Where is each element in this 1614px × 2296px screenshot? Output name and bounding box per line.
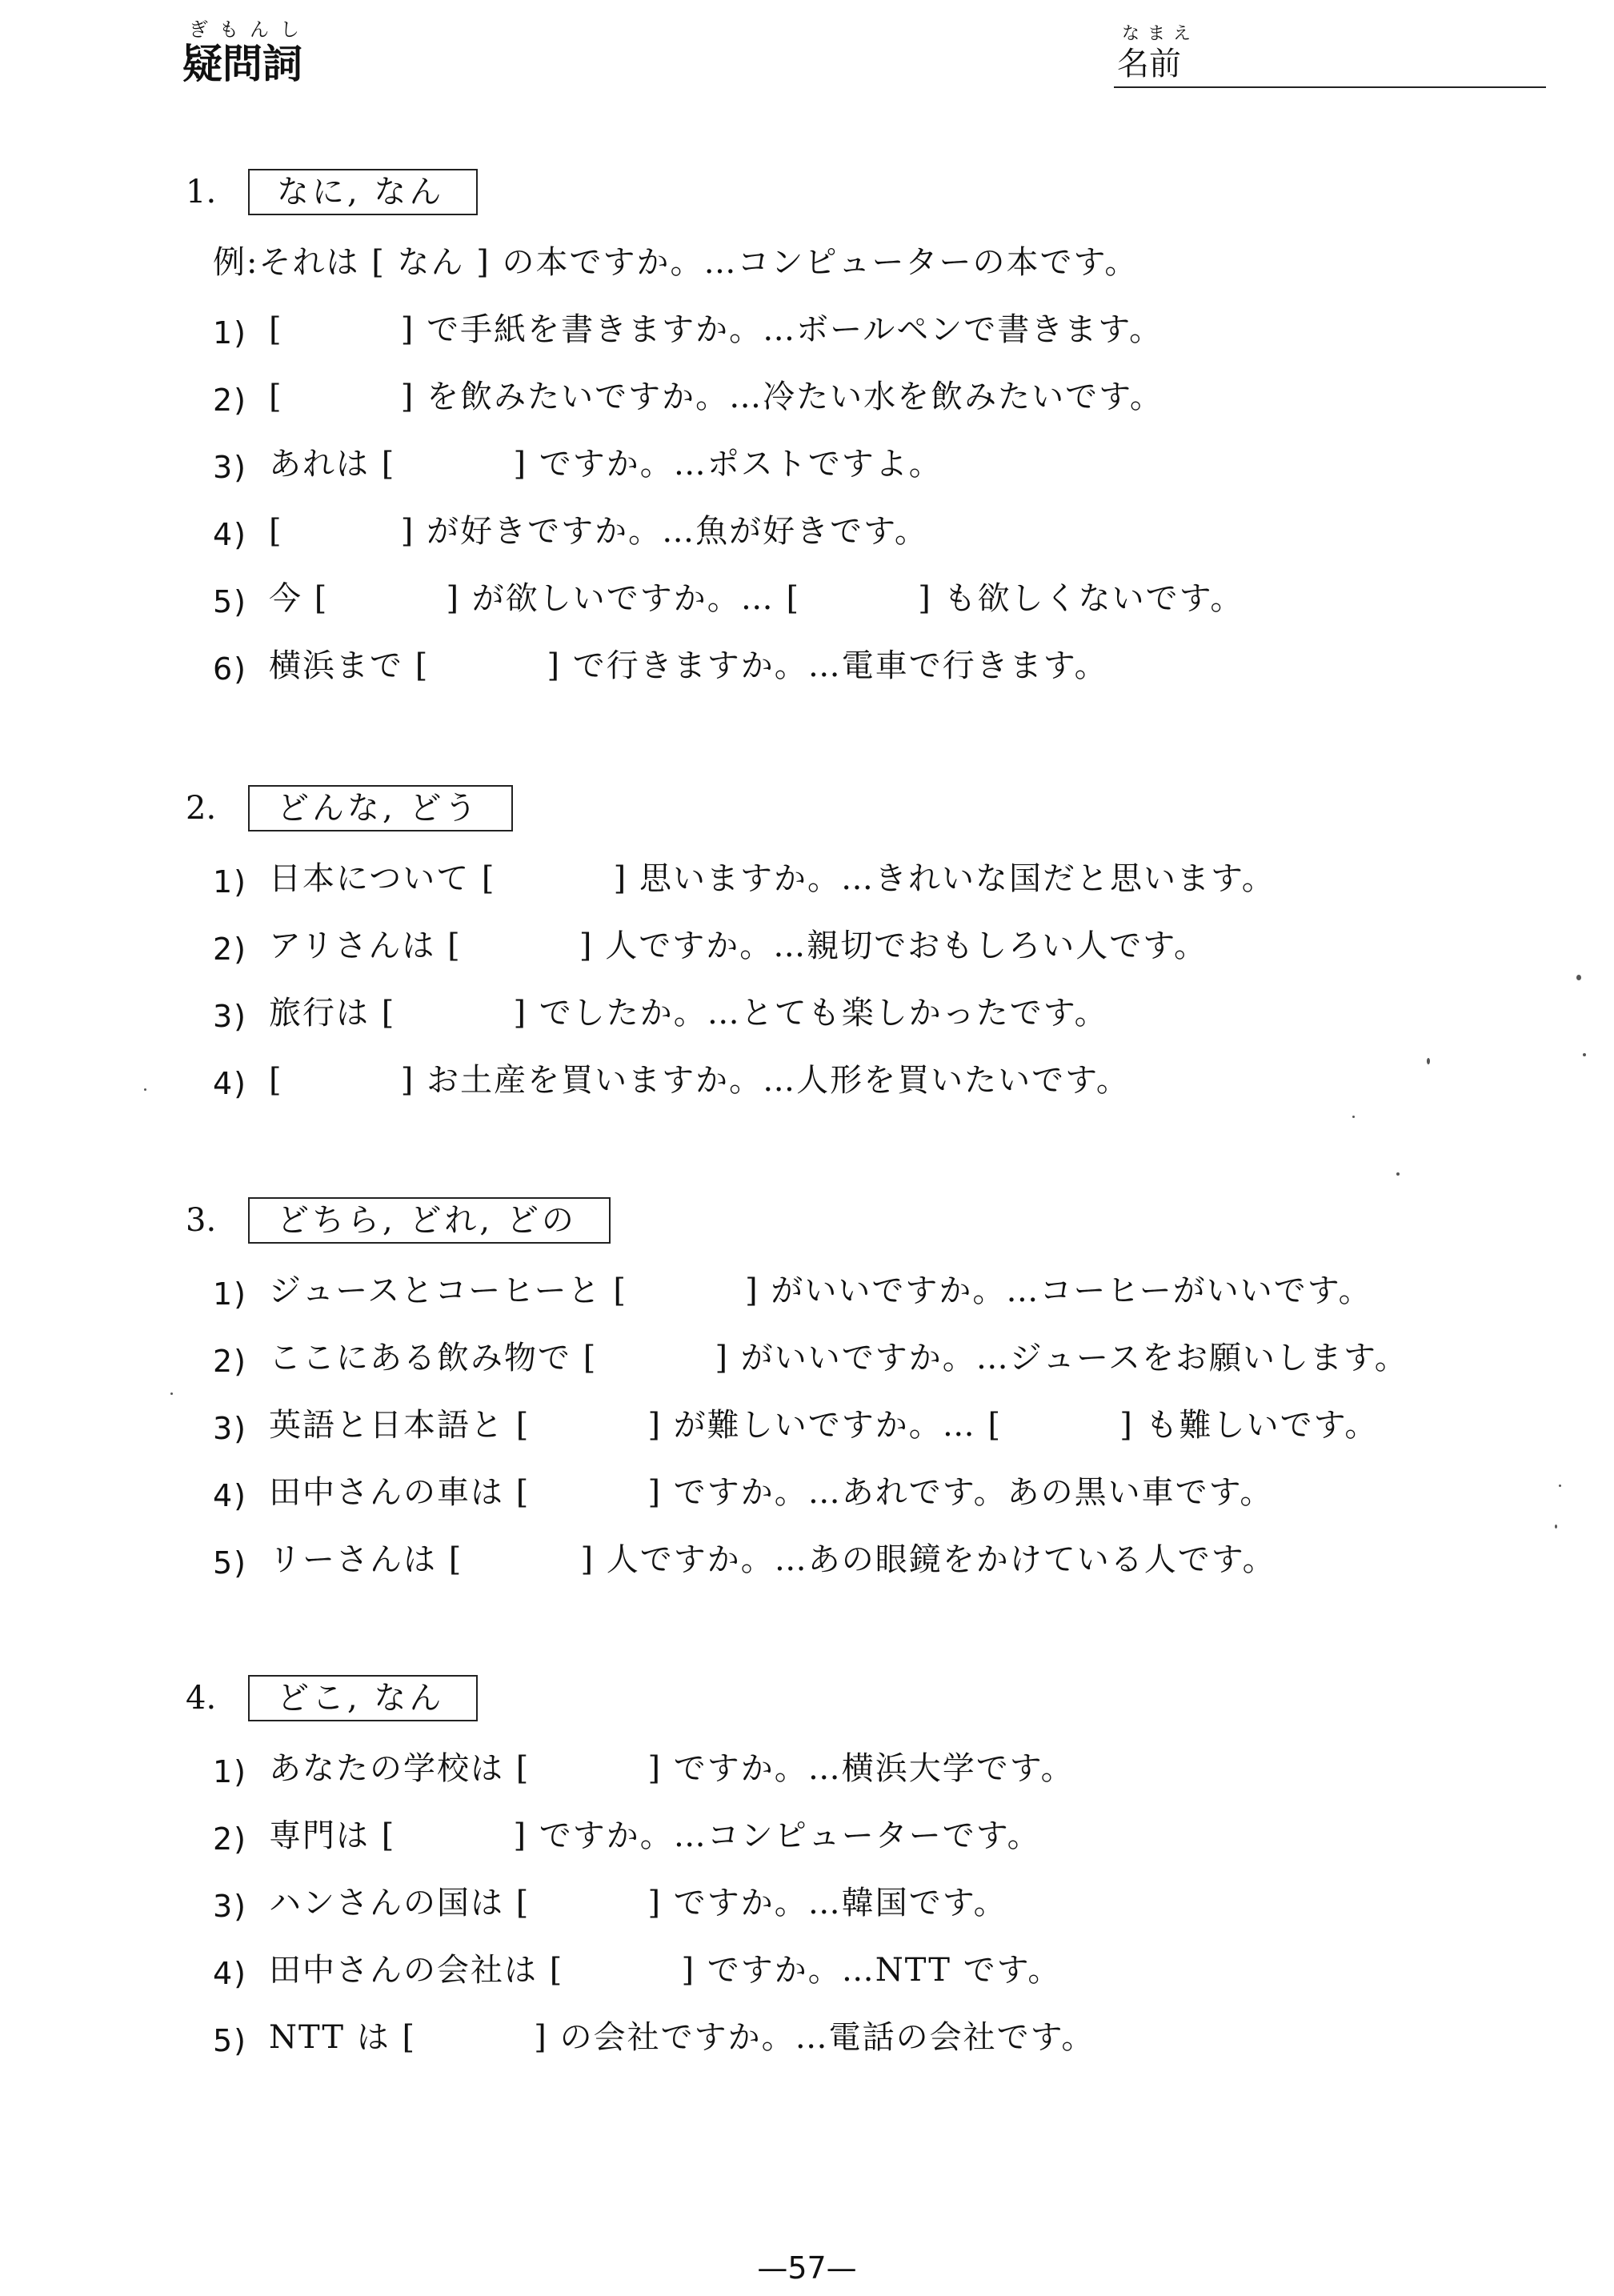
section-number: 3. [186, 1202, 217, 1239]
section-header [186, 784, 1546, 832]
section-number: 4. [186, 1680, 217, 1717]
question-item [186, 1513, 1546, 1581]
scan-speck [1427, 1058, 1430, 1064]
question-item [186, 900, 1546, 967]
question-number: 2) [213, 383, 248, 418]
question-number: 1) [213, 1754, 248, 1789]
question-text[interactable]: ハンさんの国は [ ] ですか。…韓国です。 [269, 1885, 1007, 1921]
scan-speck [1396, 1172, 1400, 1176]
question-number: 2) [213, 932, 248, 967]
question-item [186, 1244, 1546, 1312]
example-text: 例:それは [ なん ] の本ですか。…コンピューターの本です。 [213, 244, 1139, 281]
question-text[interactable]: リーさんは [ ] 人ですか。…あの眼鏡をかけている人です。 [269, 1541, 1276, 1578]
section-heading-box: なに, なん [248, 169, 478, 215]
question-number: 5) [213, 1545, 248, 1581]
scan-speck [1576, 975, 1581, 980]
question-number: 1) [213, 1276, 248, 1312]
question-text[interactable]: 田中さんの会社は [ ] ですか。…NTT です。 [269, 1952, 1062, 1989]
question-item [186, 1991, 1546, 2058]
question-number: 4) [213, 1066, 248, 1101]
question-item [186, 1924, 1546, 1991]
question-text[interactable]: ジュースとコーヒーと [ ] がいいですか。…コーヒーがいいです。 [269, 1272, 1372, 1309]
question-text[interactable]: 田中さんの車は [ ] ですか。…あれです。あの黒い車です。 [269, 1474, 1274, 1511]
question-number: 5) [213, 2023, 248, 2058]
question-text[interactable]: [ ] を飲みたいですか。…冷たい水を飲みたいです。 [269, 379, 1163, 415]
question-item [186, 619, 1546, 687]
question-number: 4) [213, 1956, 248, 1991]
question-text[interactable]: NTT は [ ] の会社ですか。…電話の会社です。 [269, 2019, 1095, 2056]
scan-speck [1559, 1485, 1561, 1487]
question-item [186, 1789, 1546, 1857]
question-text[interactable]: 英語と日本語と [ ] が難しいですか。… [ ] も難しいです。 [269, 1407, 1379, 1444]
question-item [186, 418, 1546, 485]
name-furigana: なまえ [1122, 24, 1199, 44]
section-number: 2. [186, 790, 217, 827]
question-item [186, 1379, 1546, 1446]
question-text[interactable]: アリさんは [ ] 人ですか。…親切でおもしろい人です。 [269, 928, 1207, 964]
scan-speck [1555, 1525, 1557, 1529]
question-item [186, 1857, 1546, 1924]
scan-speck [1583, 1053, 1586, 1056]
section-heading-box: どちら, どれ, どの [248, 1197, 611, 1244]
question-number: 5) [213, 584, 248, 619]
title-block [182, 18, 310, 86]
question-item [186, 485, 1546, 552]
question-item [186, 1312, 1546, 1379]
question-text[interactable]: 今 [ ] が欲しいですか。… [ ] も欲しくないです。 [269, 580, 1244, 617]
question-item [186, 1446, 1546, 1513]
section-heading-box: どこ, なん [248, 1675, 478, 1721]
question-number: 2) [213, 1344, 248, 1379]
question-number: 1) [213, 315, 248, 351]
question-number: 1) [213, 864, 248, 900]
question-number: 4) [213, 517, 248, 552]
question-number: 2) [213, 1821, 248, 1857]
question-text[interactable]: [ ] が好きですか。…魚が好きです。 [269, 513, 928, 550]
question-text[interactable]: 日本について [ ] 思いますか。…きれいな国だと思います。 [269, 860, 1276, 897]
section-2 [186, 784, 1546, 1101]
page-number: —57— [757, 2250, 857, 2286]
section-heading-box: どんな, どう [248, 785, 513, 831]
name-field[interactable]: 名前 [1114, 45, 1546, 88]
section-1 [186, 168, 1546, 687]
question-number: 6) [213, 651, 248, 687]
question-text[interactable]: 旅行は [ ] でしたか。…とても楽しかったです。 [269, 995, 1108, 1032]
question-number: 3) [213, 1889, 248, 1924]
scan-speck [170, 1392, 173, 1395]
example-line [186, 216, 1546, 283]
question-item [186, 283, 1546, 351]
section-header [186, 1674, 1546, 1722]
question-text[interactable]: あなたの学校は [ ] ですか。…横浜大学です。 [269, 1750, 1075, 1787]
question-text[interactable]: あれは [ ] ですか。…ポストですよ。 [269, 446, 943, 483]
question-item [186, 552, 1546, 619]
question-text[interactable]: [ ] で手紙を書きますか。…ボールペンで書きます。 [269, 311, 1163, 348]
section-3 [186, 1196, 1546, 1581]
question-number: 3) [213, 1411, 248, 1446]
section-header [186, 168, 1546, 216]
question-number: 4) [213, 1478, 248, 1513]
question-text[interactable]: 専門は [ ] ですか。…コンピューターです。 [269, 1817, 1041, 1854]
section-number: 1. [186, 174, 217, 210]
section-header [186, 1196, 1546, 1244]
question-text[interactable]: 横浜まで [ ] で行きますか。…電車で行きます。 [269, 647, 1108, 684]
question-number: 3) [213, 450, 248, 485]
name-block [1114, 24, 1546, 88]
title-furigana: ぎもんし [189, 18, 310, 41]
question-text[interactable]: [ ] お土産を買いますか。…人形を買いたいです。 [269, 1062, 1130, 1099]
page-title: 疑問詞 [182, 41, 302, 87]
question-item [186, 1722, 1546, 1789]
question-item [186, 832, 1546, 900]
scan-speck [144, 1088, 146, 1091]
scan-speck [1352, 1116, 1355, 1118]
question-text[interactable]: ここにある飲み物で [ ] がいいですか。…ジュースをお願いします。 [269, 1340, 1408, 1376]
question-item [186, 1034, 1546, 1101]
question-item [186, 351, 1546, 418]
question-item [186, 967, 1546, 1034]
section-4 [186, 1674, 1546, 2058]
question-number: 3) [213, 999, 248, 1034]
